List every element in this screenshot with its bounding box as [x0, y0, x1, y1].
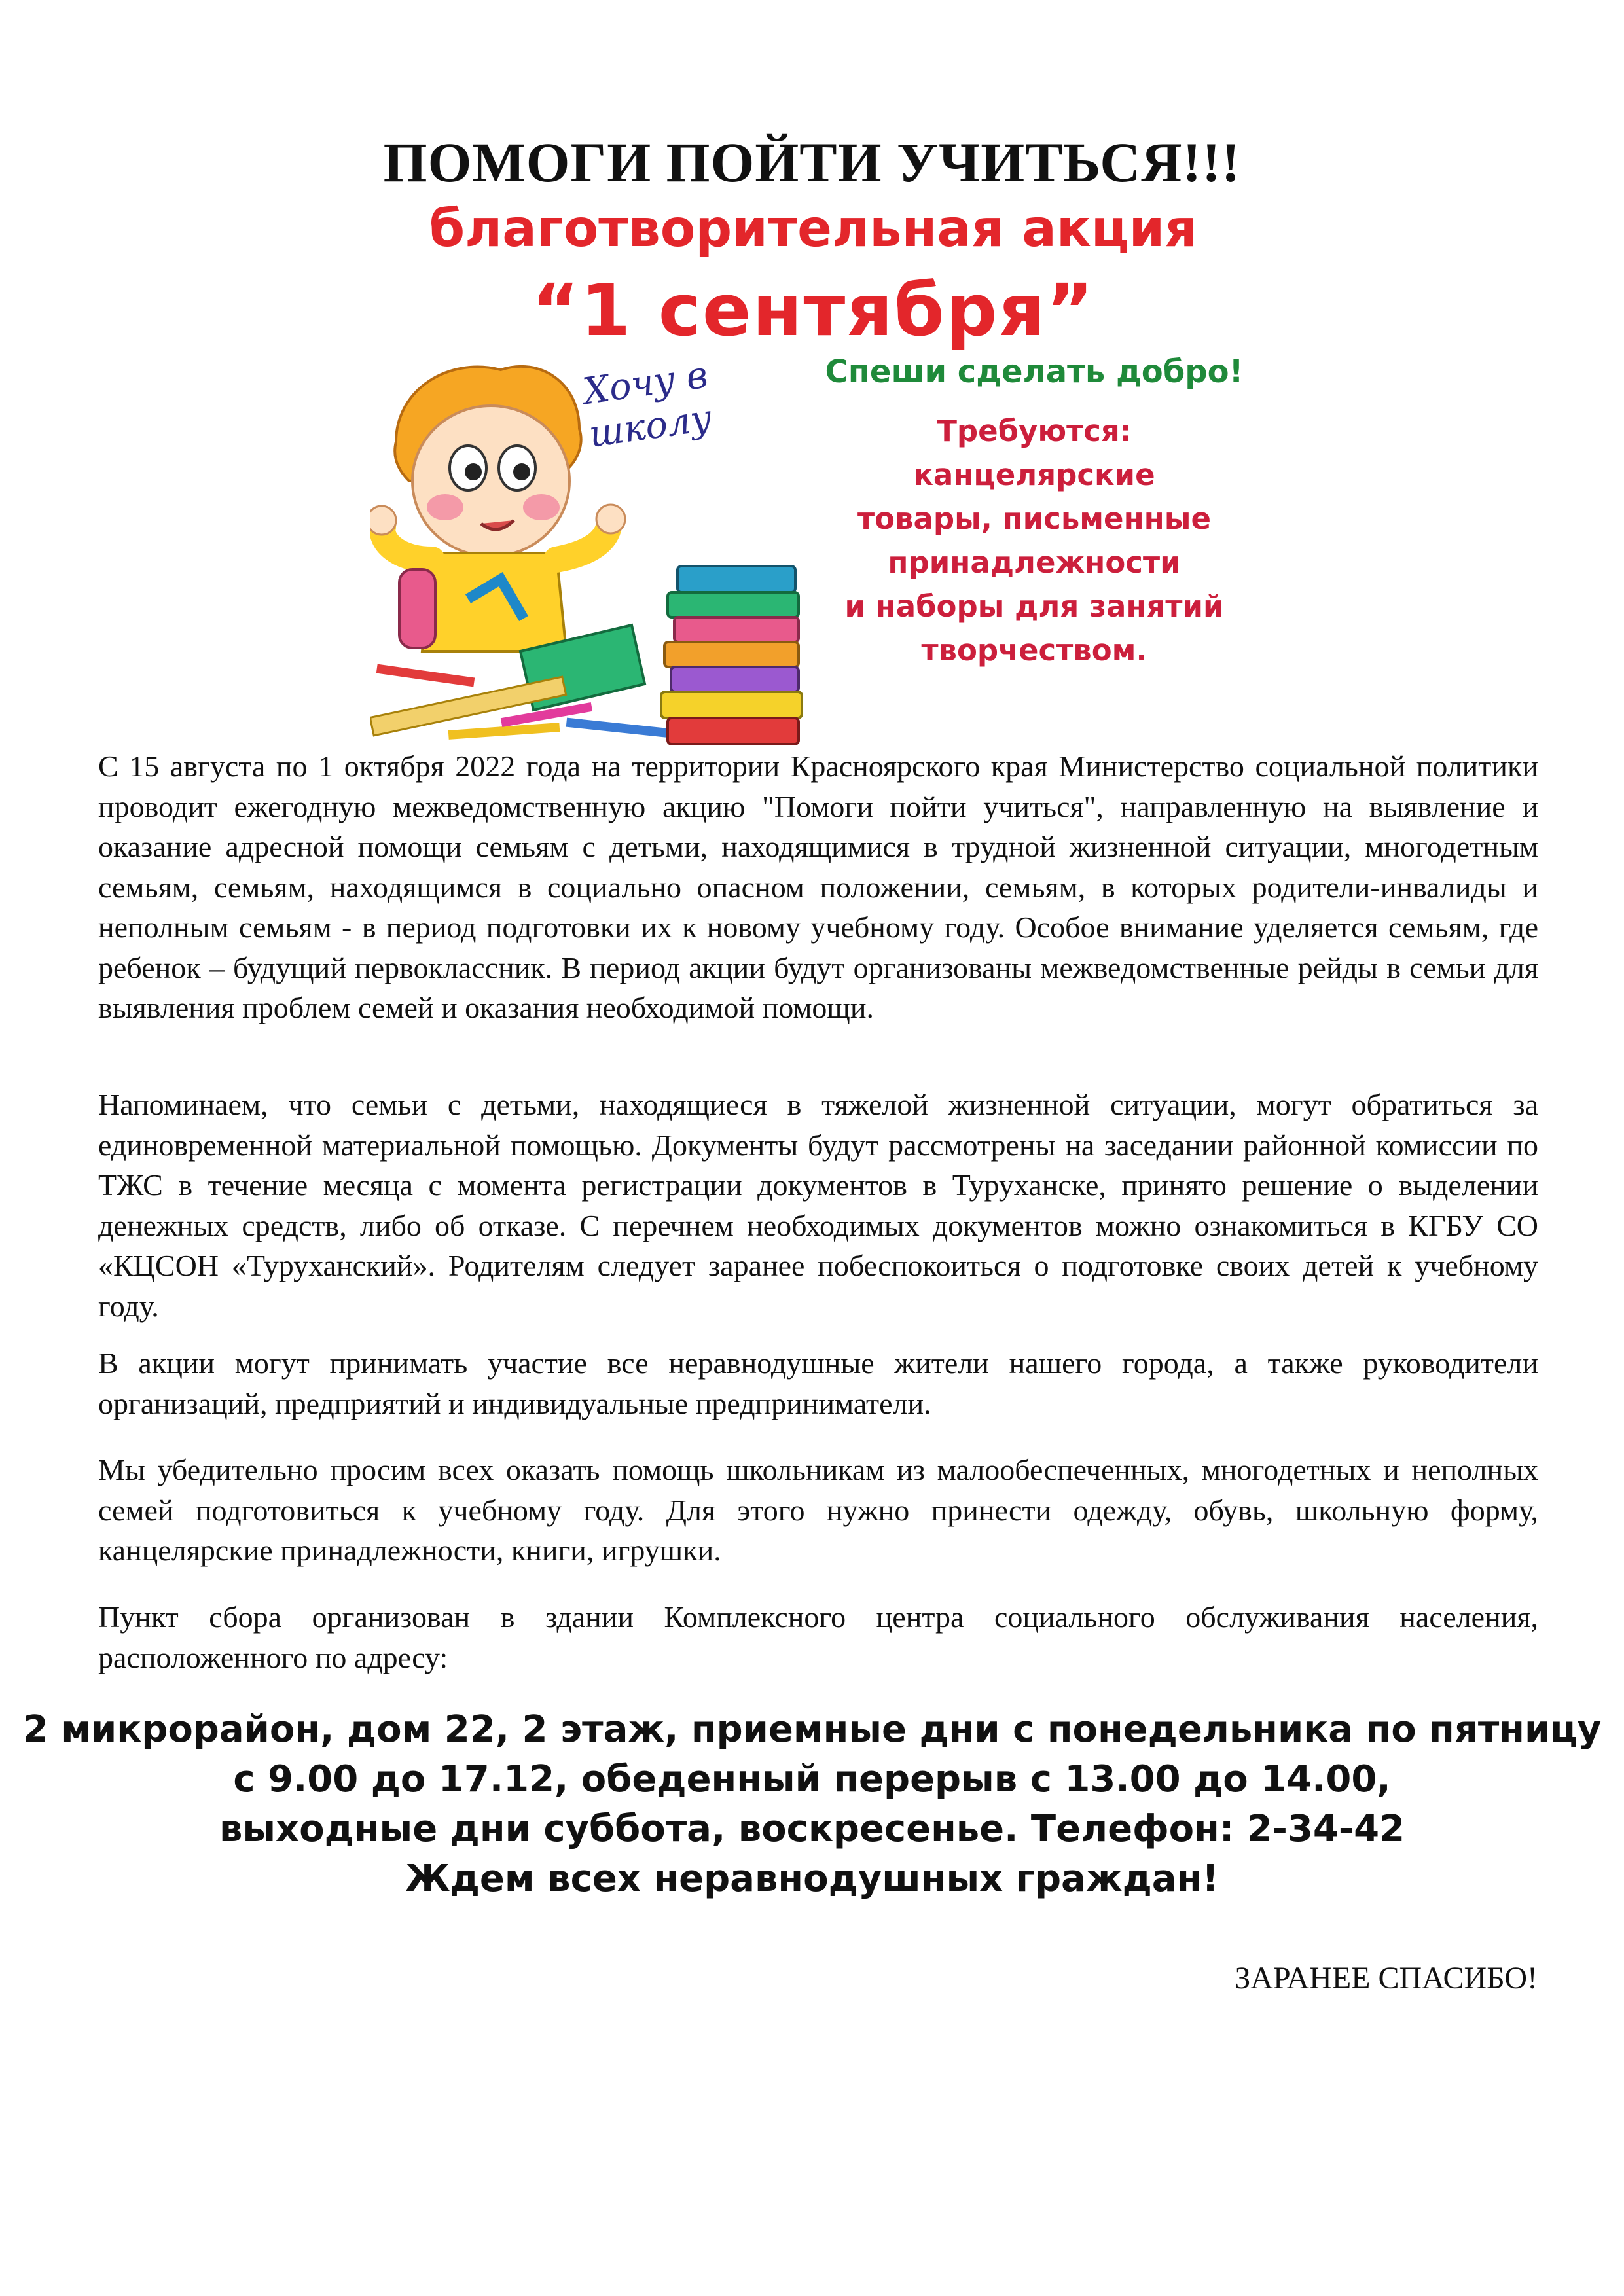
banner-requirements: [821, 409, 1247, 672]
address-line: выходные дни суббота, воскресенье. Телефон: 2-34-42: [219, 1808, 1405, 1850]
paragraph-collection-point: Пункт сбора организован в здании Комплексного центра социального обслуживания населения, расположенного по адресу:: [98, 1600, 1538, 1674]
requirement-line: творчеством.: [921, 633, 1147, 668]
banner-subtitle: благотворительная акция: [429, 200, 1198, 259]
requirement-line: и наборы для занятий: [844, 589, 1224, 624]
requirement-line: принадлежности: [888, 545, 1181, 580]
banner-slogan: Спеши сделать добро!: [825, 353, 1244, 390]
requirement-line: товары, письменные: [857, 501, 1211, 536]
paragraph-campaign-info: С 15 августа по 1 октября 2022 года на территории Красноярского края Министерство социальной политики проводит ежегодную межведомственную акцию "Помоги пойти учиться", направленную на выявление и оказание адресной помощи семьям с детьми, находящимися в трудной жизненной ситуации, многодетным семьям, семьям, находящимся в социально опасном положении, семьям, в которых родители-инвалиды и неполным семьям - в период подготовки их к новому учебному году. Особое внимание уделяется семьям, где ребенок – будущий первоклассник. В период акции будут организованы межведомственные рейды в семьи для выявления проблем семей и оказания необходимой помощи.: [98, 749, 1538, 1024]
banner-event-name: “1 сентября”: [532, 268, 1095, 352]
handwriting-line: школу: [586, 397, 715, 456]
collection-address: [0, 1705, 1624, 1904]
page-title: ПОМОГИ ПОЙТИ УЧИТЬСЯ!!!: [383, 131, 1241, 194]
address-line: с 9.00 до 17.12, обеденный перерыв с 13.00 до 14.00,: [233, 1758, 1391, 1801]
charity-banner: [370, 193, 1257, 753]
handwriting-caption: [581, 353, 717, 456]
address-line: 2 микрорайон, дом 22, 2 этаж, приемные дни с понедельника по пятницу: [22, 1708, 1602, 1751]
handwriting-line: Хочу в: [580, 353, 711, 414]
paragraph-participants: В акции могут принимать участие все неравнодушные жители нашего города, а также руководители организаций, предприятий и индивидуальные предприниматели.: [98, 1346, 1538, 1420]
paragraph-financial-aid: Напоминаем, что семьи с детьми, находящиеся в тяжелой жизненной ситуации, могут обратиться за единовременной материальной помощью. Документы будут рассмотрены на заседании районной комиссии по ТЖС в течение месяца с момента регистрации документов в Туруханске, принято решение о выделении денежных средств, либо об отказе. С перечнем необходимых документов можно ознакомиться в КГБУ СО «КЦСОН «Туруханский». Родителям следует заранее побеспокоиться о подготовке своих детей к учебному году.: [98, 1088, 1538, 1323]
closing-thanks: ЗАРАНЕЕ СПАСИБО!: [1235, 1961, 1538, 1996]
address-line: Ждем всех неравнодушных граждан!: [405, 1857, 1219, 1900]
requirement-line: Требуются: канцелярские: [913, 414, 1155, 492]
paragraph-request: Мы убедительно просим всех оказать помощь школьникам из малообеспеченных, многодетных и неполных семей подготовиться к учебному году. Для этого нужно принести одежду, обувь, школьную форму, канцелярские принадлежности, книги, игрушки.: [98, 1453, 1538, 1567]
